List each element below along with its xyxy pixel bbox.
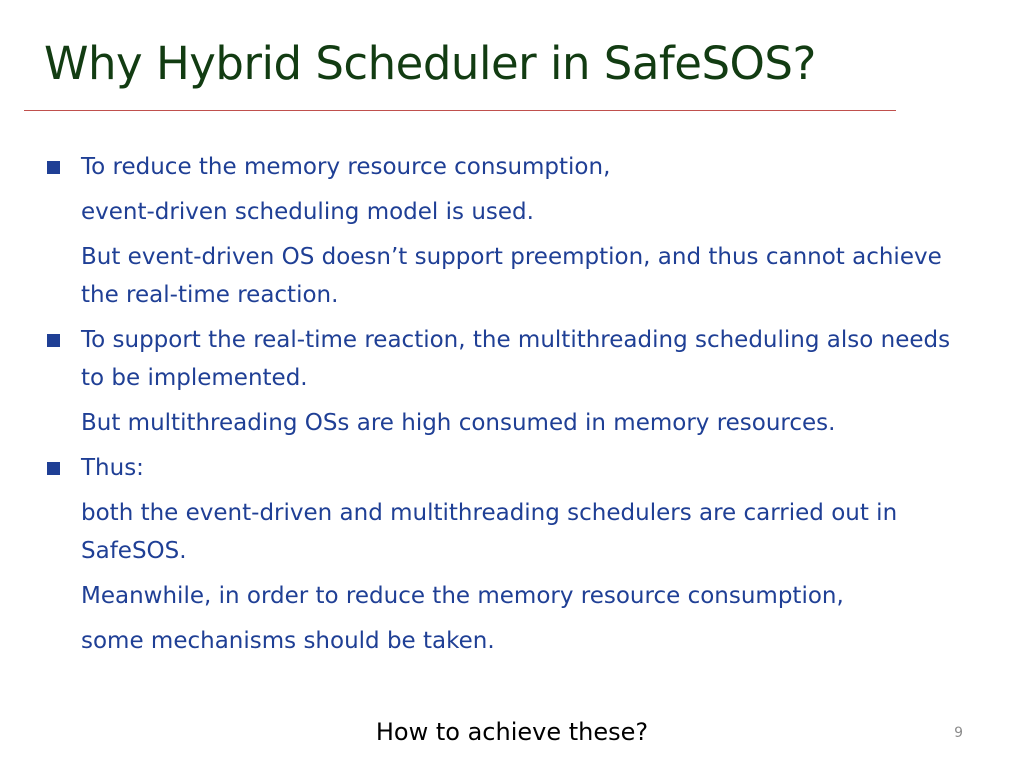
- bullet-text: To reduce the memory resource consumption,: [81, 154, 611, 180]
- title-divider: [24, 110, 896, 111]
- square-bullet-icon: [47, 334, 60, 347]
- continuation-text: event-driven scheduling model is used.: [81, 199, 534, 225]
- bullet-item: [44, 321, 974, 397]
- continuation-text: some mechanisms should be taken.: [81, 628, 495, 654]
- bullet-text: To support the real-time reaction, the multithreading scheduling also needs to be implemented.: [81, 327, 951, 391]
- square-bullet-icon: [47, 161, 60, 174]
- slide-body: [44, 148, 974, 660]
- continuation-text: But multithreading OSs are high consumed in memory resources.: [81, 410, 836, 436]
- continuation-text: Meanwhile, in order to reduce the memory resource consumption,: [81, 583, 844, 609]
- slide-title: Why Hybrid Scheduler in SafeSOS?: [44, 37, 816, 90]
- page-number: 9: [954, 725, 963, 741]
- continuation-text: both the event-driven and multithreading schedulers are carried out in SafeSOS.: [81, 500, 898, 564]
- bullet-item: [44, 148, 974, 186]
- bullet-text: Thus:: [81, 455, 144, 481]
- continuation-text: But event-driven OS doesn’t support preemption, and thus cannot achieve the real-time reaction.: [81, 244, 942, 308]
- square-bullet-icon: [47, 462, 60, 475]
- footer-question: How to achieve these?: [375, 718, 649, 746]
- bullet-item: [44, 449, 974, 487]
